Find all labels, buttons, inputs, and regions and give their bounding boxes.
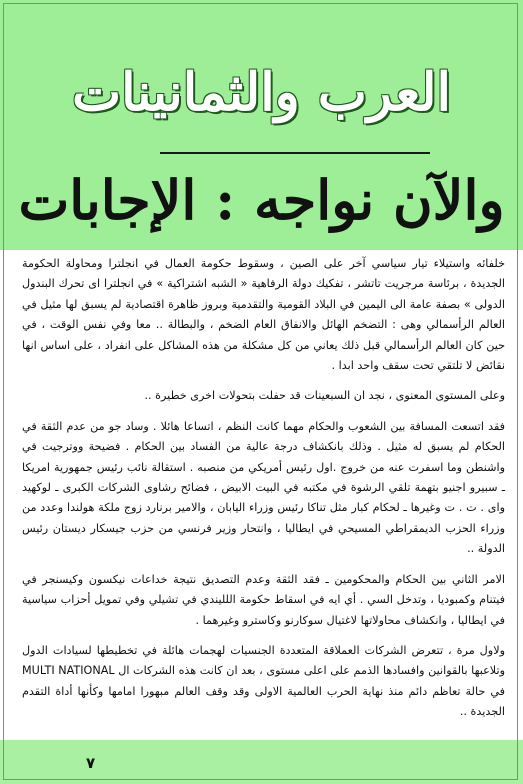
page-number: ٧: [86, 754, 96, 772]
paragraph-2: وعلى المستوى المعنوى ، نجد ان السبعينات قد حفلت بتحولات اخرى خطيرة ..: [144, 389, 505, 403]
series-title: العرب والثمانينات: [72, 62, 451, 123]
paragraph-4: الامر الثاني بين الحكام والمحكومين ـ فقد الثقة وعدم التصديق نتيجة خداعات نيكسون وكيسنجر في فيتنام وكمبوديا ، وتدخل السي . أي ايه في اسقاط حكومة اللليندي في تشيلي وفي تمويل أحزاب سياسية في ايطاليا ، وانكشاف محاولاتها لاغتيال سوكارنو وكاسترو وغيرهما .: [22, 572, 505, 627]
paragraph-3: فقد اتسعت المسافة بين الشعوب والحكام مهما كانت النظم ، اتساعا هائلا . وساد جو من عدم الثقة في الحكام لم يسبق له مثيل . وذلك بانكشاف درجة عالية من الفساد بين الحكام . فضيحة ووترجيت في واشنطن وما اسفرت عنه من خروج .اول رئيس أمريكي من منصبه . استقالة نائب رئيس جمهورية امريكا ـ سبيرو اجنيو بتهمة تلقي الرشوة في مكتبه في البيت الابيض ، فضائح رشاوى الشركات الكبرى ـ لوكهيد واى . ت . ت وغيرها ـ لحكام كبار مثل تناكا رئيس وزراء اليابان ، والامير برنارد زوج ملكة هولندا وعدد من وزراء الحزب الديمقراطي المسيحي في ايطاليا ، وانتحار وزير فرنسي من حزب جيسكار ديستان رئيس الدولة ..: [22, 419, 505, 556]
page-frame: [3, 3, 518, 780]
article-headline: والآن نواجه : الإجابات: [18, 168, 505, 232]
paragraph-5: ولاول مرة ، تتعرض الشركات العملاقة المتعددة الجنسيات لهجمات هائلة في تخطيطها لسيادات الدول وتلاعبها بالقوانين وافسادها الذمم على اعلى مستوى ، بعد ان كانت هذه الشركات ال MULTI NATIONAL في حالة تعاظم دائم منذ نهاية الحرب العالمية الاولى وقد وقف العالم مبهورا امامها وكأنها أداة التقدم الجديدة ..: [22, 643, 505, 719]
paragraph-1: خلفائه واستيلاء تيار سياسي آخر على الصين ، وسقوط حكومة العمال في انجلترا ومحاولة الحكومة الجديدة ، برئاسة مرجريت تاتشر ، تفكيك دولة الرفاهية « الشبه اشتراكية » في انجلترا اى تحرك البندول الدولى » بصفة عامة الى اليمين في البلاد القومية والتقدمية وبروز ظاهرة اقتصادية لم يسبق لها مثيل في العالم الرأسمالي وهى : التضخم الهائل والانفاق العام الضخم ، والبطالة .. معا وفي نفس الوقت ، في حين كان العالم الرأسمالي قبل ذلك يعاني من كل مشكلة من هذه المشاكل على انفراد ، على اساس انها نقائض لا تلتقي تحت سقف واحد ابدا .: [22, 257, 505, 373]
